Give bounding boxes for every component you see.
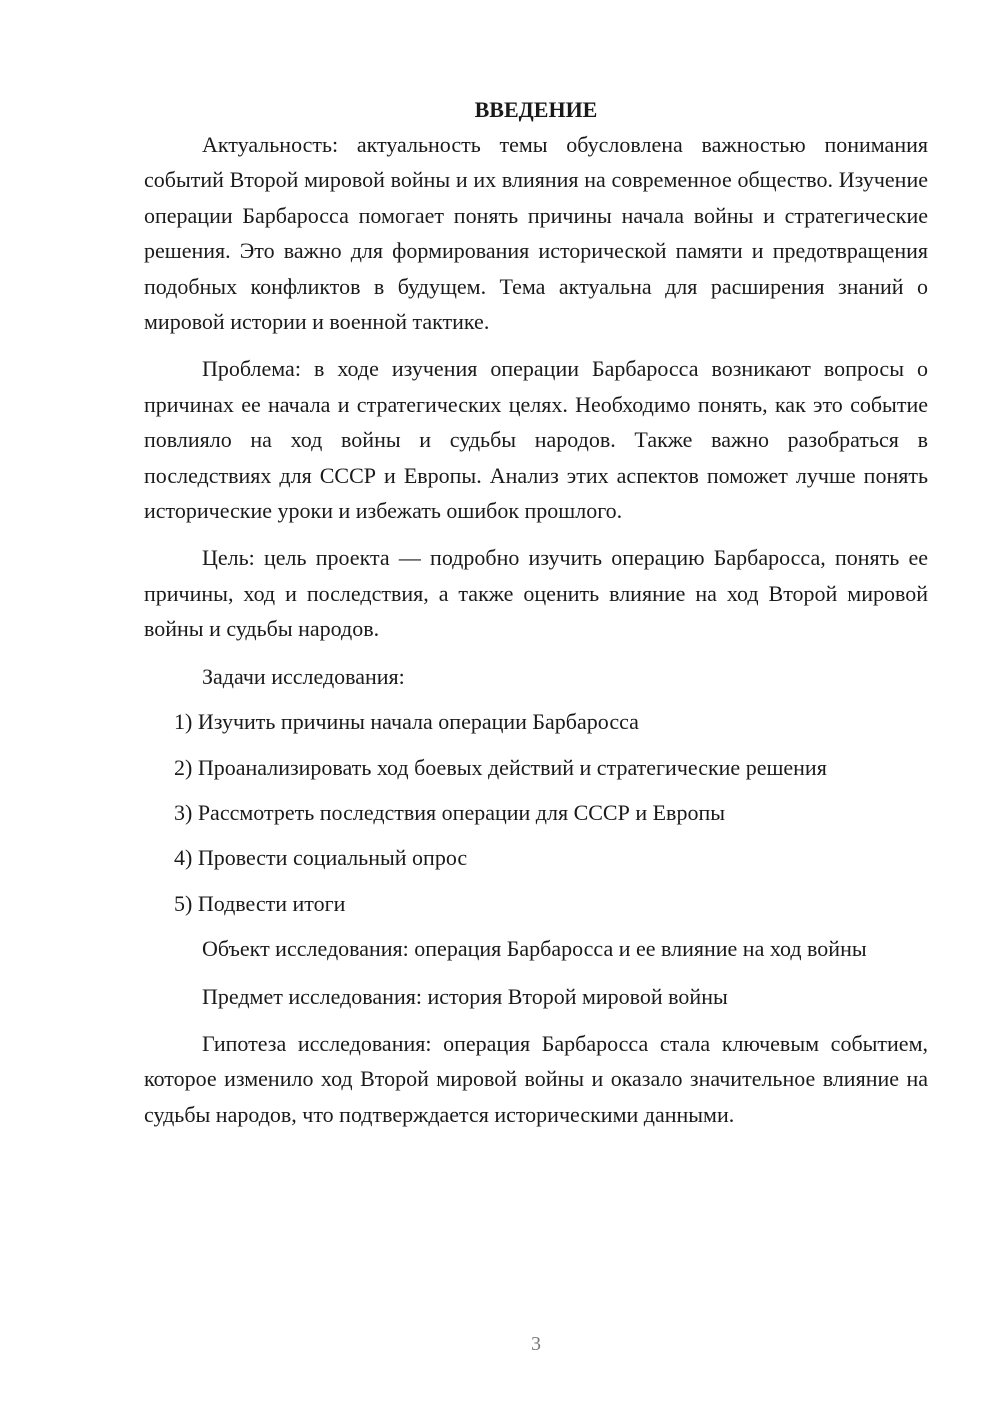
goal-paragraph: Цель: цель проекта — подробно изучить операцию Барбаросса, понять ее причины, ход и последствия, а также оценить влияние на ход Второй мировой войны и судьбы народов. — [144, 545, 928, 642]
object-paragraph: Объект исследования: операция Барбаросса и ее влияние на ход войны — [202, 936, 867, 962]
task-item: 4) Провести социальный опрос — [174, 845, 468, 871]
section-title: ВВЕДЕНИЕ — [474, 97, 598, 122]
task-item: 2) Проанализировать ход боевых действий и стратегические решения — [174, 754, 827, 780]
page-content — [144, 92, 928, 1144]
problem-paragraph: Проблема: в ходе изучения операции Барбаросса возникают вопросы о причинах ее начала и стратегических целях. Необходимо понять, как это событие повлияло на ход войны и судьбы народов. Также важно разобраться в последствиях для СССР и Европы. Анализ этих аспектов поможет лучше понять исторические уроки и избежать ошибок прошлого. — [144, 356, 928, 524]
task-item: 1) Изучить причины начала операции Барбаросса — [174, 709, 639, 735]
subject-paragraph: Предмет исследования: история Второй мировой войны — [202, 983, 728, 1009]
task-item: 5) Подвести итоги — [174, 890, 346, 916]
page-number: 3 — [531, 1333, 541, 1355]
hypothesis-paragraph: Гипотеза исследования: операция Барбаросса стала ключевым событием, которое изменило ход Второй мировой войны и оказало значительное влияние на судьбы народов, что подтверждается историческими данными. — [144, 1030, 928, 1127]
tasks-heading: Задачи исследования: — [202, 663, 405, 689]
relevance-paragraph: Актуальность: актуальность темы обусловлена важностью понимания событий Второй мировой войны и их влияния на современное общество. Изучение операции Барбаросса помогает понять причины начала войны и стратегические решения. Это важно для формирования исторической памяти и предотвращения подобных конфликтов в будущем. Тема актуальна для расширения знаний о мировой истории и военной тактике. — [144, 132, 928, 335]
tasks-list — [144, 704, 928, 921]
task-item: 3) Рассмотреть последствия операции для СССР и Европы — [174, 799, 725, 825]
